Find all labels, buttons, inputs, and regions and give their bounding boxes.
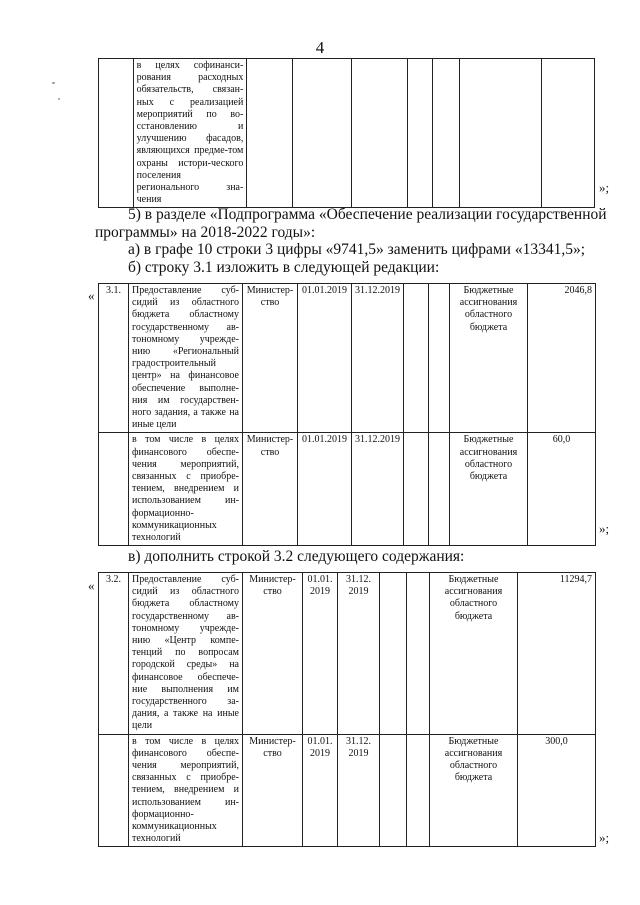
cell-empty: [459, 59, 541, 208]
scan-speck: [58, 98, 60, 100]
paragraph-b: б) строку 3.1 изложить в следующей редакции:: [128, 259, 440, 276]
cell-empty: [407, 734, 430, 847]
cell-empty: [99, 433, 129, 546]
opening-quote: «: [88, 578, 95, 593]
table-row-3-1: [98, 283, 596, 546]
row-funding-source: Бюджетные ассигнования областного бюджета: [450, 433, 528, 546]
cell-empty: [404, 284, 429, 433]
row-description: Предоставление суб-сидий из областного бюджета областному государственному ав-тономному учрежде-нию «Региональный градостроительный центр» на финансовое обеспечение выполне-ния им государствен-ного задания, а также на иные цели: [129, 284, 243, 433]
scan-speck: [52, 82, 55, 84]
row-description: в том числе в целях финансового обеспе-чения мероприятий, связанных с приобре-тением, внедрением и использованием ин-формационно-коммуникационных технологий: [129, 433, 243, 546]
cell-empty: [432, 59, 459, 208]
cell-empty: [380, 573, 407, 735]
row-number: 3.2.: [99, 573, 129, 735]
table-row-3-2: [98, 572, 596, 847]
row-executor: Министер-ство: [243, 734, 303, 847]
closing-quote: »;: [599, 830, 610, 845]
row-funding-source: Бюджетные ассигнования областного бюджета: [450, 284, 528, 433]
continuation-table: [98, 58, 595, 208]
row-number: 3.1.: [99, 284, 129, 433]
cell-empty: [99, 734, 129, 847]
row-executor: Министер-ство: [243, 573, 303, 735]
row-amount: 300,0: [518, 734, 596, 847]
row-end-date: 31.12. 2019: [338, 734, 380, 847]
cell-empty: [407, 573, 430, 735]
row-funding-source: Бюджетные ассигнования областного бюджета: [430, 573, 518, 735]
row-start-date: 01.01. 2019: [303, 573, 338, 735]
paragraph-a: а) в графе 10 строки 3 цифры «9741,5» заменить цифрами «13341,5»;: [128, 241, 586, 258]
row-amount: 11294,7: [518, 573, 596, 735]
row-start-date: 01.01.2019: [298, 284, 352, 433]
row-amount: 2046,8: [528, 284, 596, 433]
closing-quote: »;: [599, 180, 610, 195]
row-description: Предоставление суб-сидий из областного бюджета областному государственному ав-тономному учрежде-нию «Центр компе-тенций по вопросам городской среды» на финансовое обеспече-ние выполнения им государственного за-дания, а также на иные цели: [129, 573, 243, 735]
cell-empty: [407, 59, 432, 208]
paragraph-c: в) дополнить строкой 3.2 следующего содержания:: [128, 548, 465, 565]
row-funding-source: Бюджетные ассигнования областного бюджета: [430, 734, 518, 847]
continuation-description: в целях софинанси-рования расходных обязательств, связан-ных с реализацией мероприятий по во-сстановлению и улучшению фасадов, являющихся предме-том охраны истори-ческого поселения регионального зна-чения: [133, 59, 247, 208]
row-amount: 60,0: [528, 433, 596, 546]
row-start-date: 01.01.2019: [298, 433, 352, 546]
cell-empty: [429, 284, 450, 433]
row-end-date: 31.12. 2019: [338, 573, 380, 735]
page-number: 4: [315, 38, 325, 57]
row-description: в том числе в целях финансового обеспе-чения мероприятий, связанных с приобре-тением, внедрением и использованием ин-формационно-коммуникационных технологий: [129, 734, 243, 847]
row-executor: Министер-ство: [243, 433, 298, 546]
closing-quote: »;: [599, 521, 610, 536]
cell-empty: [404, 433, 429, 546]
row-end-date: 31.12.2019: [352, 284, 404, 433]
cell-empty: [429, 433, 450, 546]
cell-empty: [380, 734, 407, 847]
cell-empty: [99, 59, 134, 208]
cell-empty: [247, 59, 292, 208]
opening-quote: «: [88, 288, 95, 303]
paragraph-5-line-2: программы» на 2018-2022 годы»:: [95, 224, 316, 241]
cell-empty: [292, 59, 352, 208]
row-executor: Министер-ство: [243, 284, 298, 433]
cell-empty: [352, 59, 407, 208]
row-start-date: 01.01. 2019: [303, 734, 338, 847]
row-end-date: 31.12.2019: [352, 433, 404, 546]
paragraph-5-line-1: 5) в разделе «Подпрограмма «Обеспечение реализации государственной: [128, 206, 607, 223]
cell-empty: [541, 59, 594, 208]
